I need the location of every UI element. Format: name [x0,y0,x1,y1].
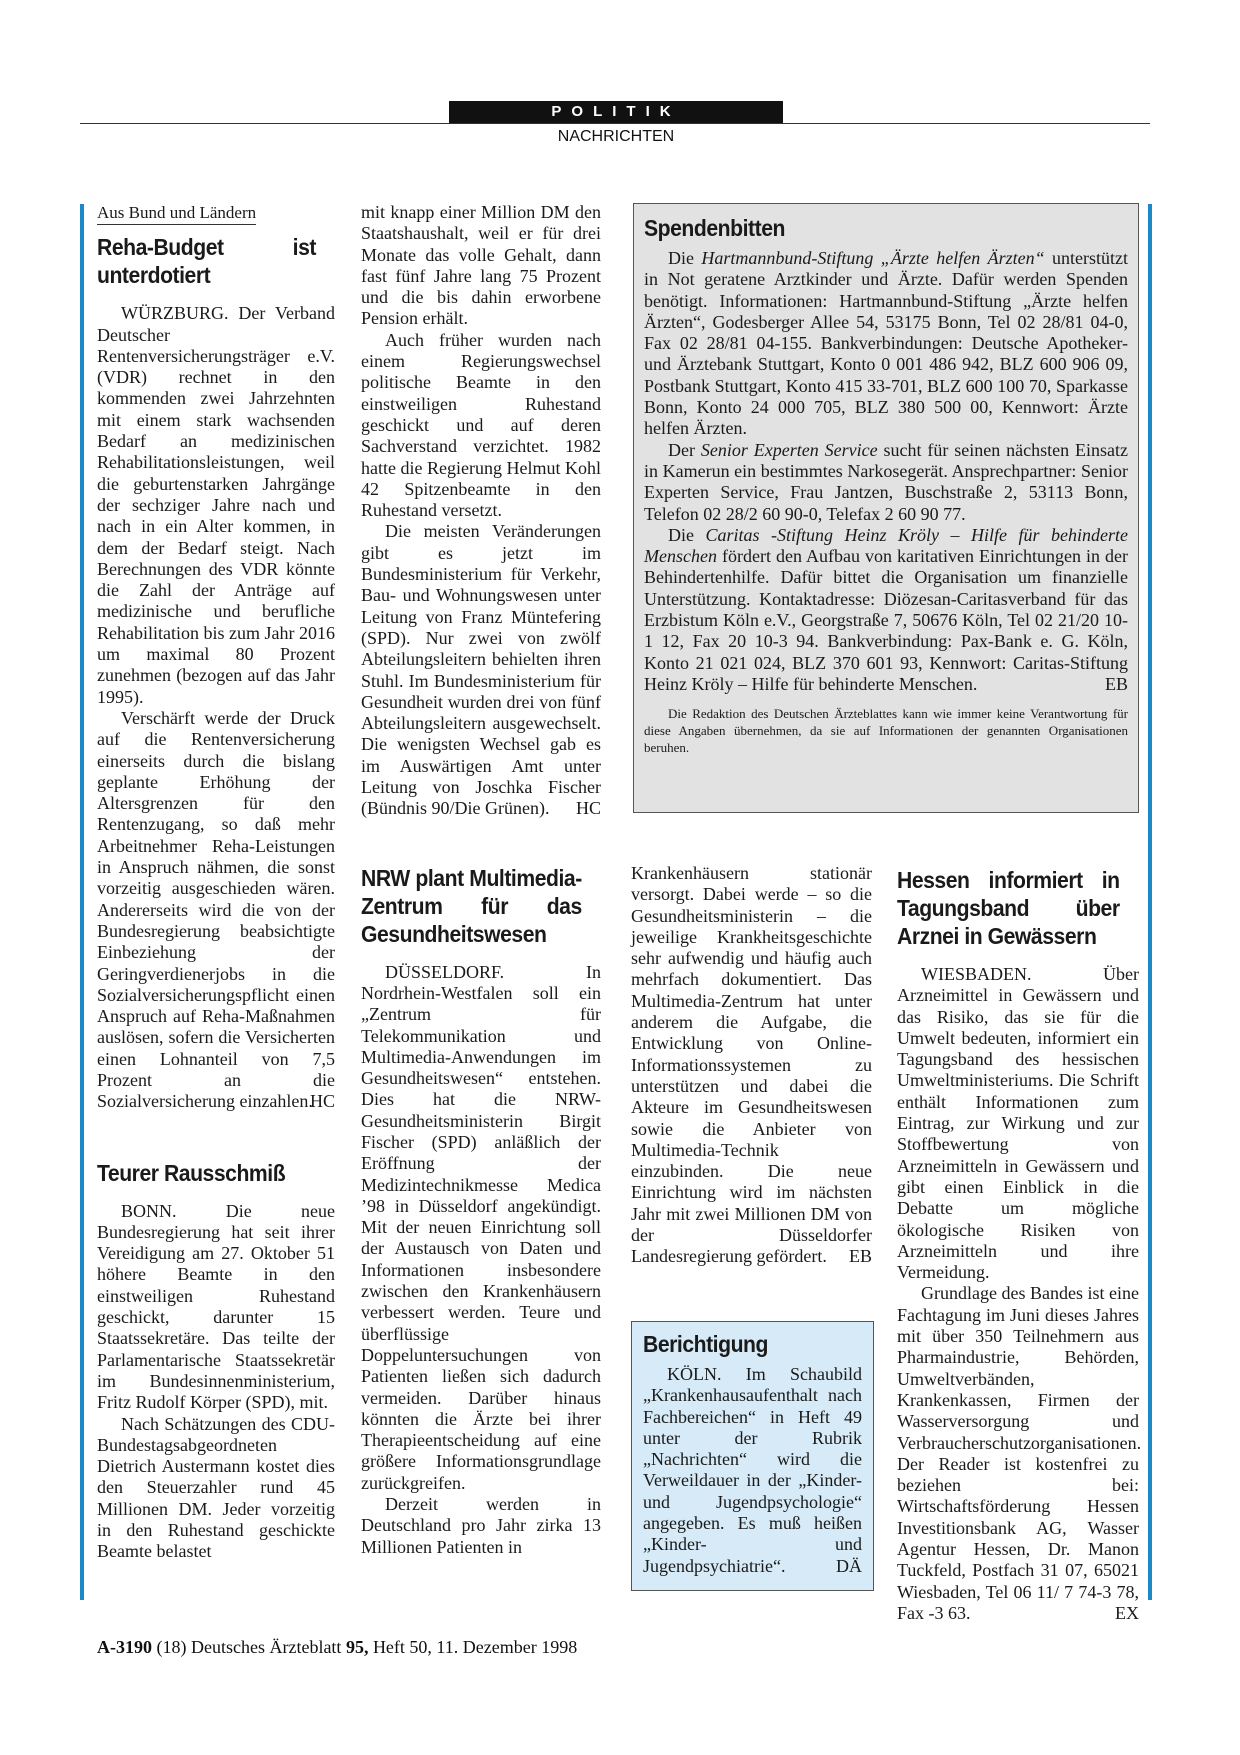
donation-box-title: Spendenbitten [644,215,785,241]
author-signature: DÄ [836,1555,862,1576]
correction-box [631,1321,874,1591]
section-title: POLITIK [449,101,783,123]
column-2 [361,202,601,1558]
page-number: A-3190 [97,1637,152,1657]
article-paragraph: Grundlage des Bandes ist eine Fachtagung im Juni dieses Jahres mit über 350 Teilnehmern aus Pharmaindustrie, Behörden, Umweltverbänden, Krankenkassen, Firmen der Wasserversorgung und Verbraucherschutzorganisationen. Der Reader ist kostenfrei zu beziehen bei: Wirtschaftsförderung Hessen Investitionsbank AG, Wasser Agentur Hessen, Dr. Manon Tuckfeld, Postfach 31 07, 65021 Wiesbaden, Tel 06 11/ 7 74-3 78, Fax -3 63. [897,1283,1142,1623]
column-1 [97,202,335,1563]
donation-paragraph: Der Senior Experten Service sucht für seinen nächsten Einsatz in Kamerun ein bestimmtes Narkosegerät. Ansprechpartner: Senior Experten Service, Frau Jantzen, Buschstraße 2, 53113 Bonn, Telefon 02 28/2 60 90-0, Telefax 2 60 90 77. [644,439,1129,524]
column-4 [897,866,1142,1624]
author-signature: HC [309,1091,335,1112]
article-title-hessen: Hessen informiert in Tagungsband über Arznei in Gewässern [897,867,1120,949]
donation-paragraph: Die Caritas -Stiftung Heinz Kröly – Hilfe für behinderte Menschen fördert den Aufbau von karitativen Einrichtungen in der Behindertenhilfe. Dafür bittet die Organisation um finanzielle Unterstützung. Kontaktadresse: Diözesan-Caritasverband für das Erzbistum Köln e.V., Georgstraße 7, 50676 Köln, Tel 02 21/20 10-1 12, Fax 20 10-3 94. Bankverbindung: Pax-Bank e. G. Köln, Konto 21 021 024, BLZ 370 601 93, Kennwort: Caritas-Stiftung Heinz Kröly – Hilfe für behinderte Menschen. [644,524,1128,694]
disclaimer-note: Die Redaktion des Deutschen Ärzteblattes kann wie immer keine Verantwortung für diese Angaben übernehmen, da sie auf Informationen der genannten Organisationen beruhen. [644,706,1128,756]
author-signature: HC [575,798,601,819]
correction-title: Berichtigung [643,1331,768,1357]
header-rule [80,123,1150,124]
donation-paragraph: Die Hartmannbund-Stiftung „Ärzte helfen Ärzten“ unterstützt in Not geratene Arztkinder und Ärzte. Dafür werden Spenden benötigt. Informationen: Hartmannbund-Stiftung „Ärzte helfen Ärzten“, Godesberger Allee 54, 53175 Bonn, Tel 02 28/81 04-0, Fax 02 28/81 04-155. Bankverbindungen: Deutsche Apotheker- und Ärztebank Stuttgart, Konto 0 001 486 942, BLZ 600 906 09, Postbank Stuttgart, Konto 415 33-701, BLZ 600 100 70, Sparkasse Bonn, Konto 24 000 705, BLZ 380 500 00, Kennwort: Ärzte helfen Ärzten. [644,248,1129,439]
article-paragraph: Auch früher wurden nach einem Regierungswechsel politische Beamte in den einstweiligen Ruhestand geschickt und auf deren Sachverstand verzichtet. 1982 hatte die Regierung Helmut Kohl 42 Spitzenbeamte in den Ruhestand versetzt. [361,329,601,521]
subsection-title: NACHRICHTEN [557,128,675,145]
article-paragraph: DÜSSELDORF. In Nordrhein-Westfalen soll ein „Zentrum für Telekommunikation und Multimedia-Anwendungen im Gesundheitswesen“ entstehen. Dies hat die NRW-Gesundheitsministerin Birgit Fischer (SPD) anläßlich der Eröffnung der Medizintechnikmesse Medica ’98 in Düsseldorf angekündigt. Mit der neuen Einrichtung soll der Austausch von Daten und Informationen insbesondere zwischen den Krankenhäusern verbessert werden. Teure und überflüssige Doppeluntersuchungen von Patienten ließen sich dadurch vermeiden. Darüber hinaus könnten die Ärzte bei ihrer Therapieentscheidung auf eine größere Informationsgrundlage zurückgreifen. [361,961,601,1493]
article-paragraph: WIESBADEN. Über Arzneimittel in Gewässern und das Risiko, das sie für die Umwelt bedeuten, informiert ein Tagungsband des hessischen Umweltministeriums. Die Schrift enthält Informationen zum Eintrag, zur Wirkung und zur Stoffbewertung von Arzneimitteln in Gewässern und gibt einen Einblick in die Debatte um mögliche ökologische Risiken von Arzneimitteln und ihre Vermeidung. [897,964,1139,1283]
author-signature: EX [1115,1602,1139,1623]
article-paragraph: Die meisten Veränderungen gibt es jetzt im Bundesministerium für Verkehr, Bau- und Wohnungswesen unter Leitung von Franz Müntefering (SPD). Nur zwei von zwölf Abteilungsleitern behielten ihren Stuhl. Im Bundesministerium für Gesundheit wurden drei von fünf Abteilungsleitern ausgewechselt. Die wenigsten Wechsel gab es im Auswärtigen Amt unter Leitung von Joschka Fischer (Bündnis 90/Die Grünen). [361,521,601,819]
article-title-reha: Reha-Budget ist unterdotiert [97,234,316,289]
article-paragraph: Verschärft werde der Druck auf die Rentenversicherung einerseits durch die bislang geplante Erhöhung der Altersgrenzen für den Rentenzugang, so daß mehr Arbeitnehmer Reha-Leistungen in Anspruch nähmen, die sonst vorzeitig ausgeschieden wären. Andererseits wird die von der Bundesregierung beabsichtigte Einbeziehung der Geringverdienerjobs in die Sozialversicherungspflicht einen Anspruch auf Reha-Maßnahmen auslösen, sofern die Versicherten einen Lohnanteil von 7,5 Prozent an die Sozialversicherung einzahlen. [97,707,335,1112]
article-title-rausschmiss: Teurer Rausschmiß [97,1159,286,1186]
author-signature: EB [848,1246,872,1267]
column-3 [631,863,872,1268]
author-signature: EB [1104,673,1128,694]
article-paragraph: Nach Schätzungen des CDU-Bundestagsabgeordneten Dietrich Austermann kostet dies den Steuerzahler rund 45 Millionen DM. Jeder vorzeitig in den Ruhestand geschickte Beamte belastet [97,1413,335,1562]
donation-box [633,203,1139,813]
article-paragraph: BONN. Die neue Bundesregierung hat seit ihrer Vereidigung am 27. Oktober 51 höhere Beamte in den einstweiligen Ruhestand geschickt, darunter 15 Staatssekretäre. Das teilte der Parlamentarische Staatssekretär im Bundesinnenministerium, Fritz Rudolf Körper (SPD), mit. [97,1200,335,1413]
rubric-label: Aus Bund und Ländern [97,202,256,225]
right-accent-bar [1148,204,1152,1600]
left-accent-bar [80,204,84,1600]
article-paragraph: Derzeit werden in Deutschland pro Jahr zirka 13 Millionen Patienten in [361,1494,601,1557]
page-footer: A-3190 (18) Deutsches Ärzteblatt 95, Heft 50, 11. Dezember 1998 [97,1637,578,1657]
article-title-nrw: NRW plant Multimedia-Zentrum für das Gesundheitswesen [361,864,582,947]
article-paragraph: mit knapp einer Million DM den Staatshaushalt, weil er für drei Monate das volle Gehalt, dann fast fünf Jahre lang 75 Prozent und die bis dahin erworbene Pension erhält. [361,202,601,329]
article-paragraph: WÜRZBURG. Der Verband Deutscher Rentenversicherungsträger e.V. (VDR) rechnet in den kommenden zwei Jahrzehnten mit einem stark wachsenden Bedarf an medizinischen Rehabilitationsleistungen, weil die geburtenstarken Jahrgänge der sechziger Jahre nach und nach in ein Alter kommen, in dem der Bedarf steigt. Nach Berechnungen des VDR könnte die Zahl der Anträge auf medizinische und berufliche Rehabilitation bis zum Jahr 2016 um maximal 80 Prozent zunehmen (bezogen auf das Jahr 1995). [97,303,335,707]
article-paragraph: Krankenhäusern stationär versorgt. Dabei werde – so die Gesundheitsministerin – die jeweilige Krankheitsgeschichte sehr aufwendig und häufig auch mehrfach dokumentiert. Das Multimedia-Zentrum hat unter anderem die Aufgabe, die Entwicklung von Online-Informationssystemen zu unterstützen und dabei die Akteure im Gesundheitswesen sowie die Anbieter von Multimedia-Technik einzubinden. Die neue Einrichtung wird im nächsten Jahr mit zwei Millionen DM von der Düsseldorfer Landesregierung gefördert. [631,863,872,1267]
correction-paragraph: KÖLN. Im Schaubild „Krankenhausaufenthalt nach Fachbereichen“ in Heft 49 unter der Rubrik „Nachrichten“ wird die Verweildauer in der „Kinder- und Jugendpsychologie“ angegeben. Es muß heißen „Kinder- und Jugendpsychiatrie“. [643,1364,862,1576]
